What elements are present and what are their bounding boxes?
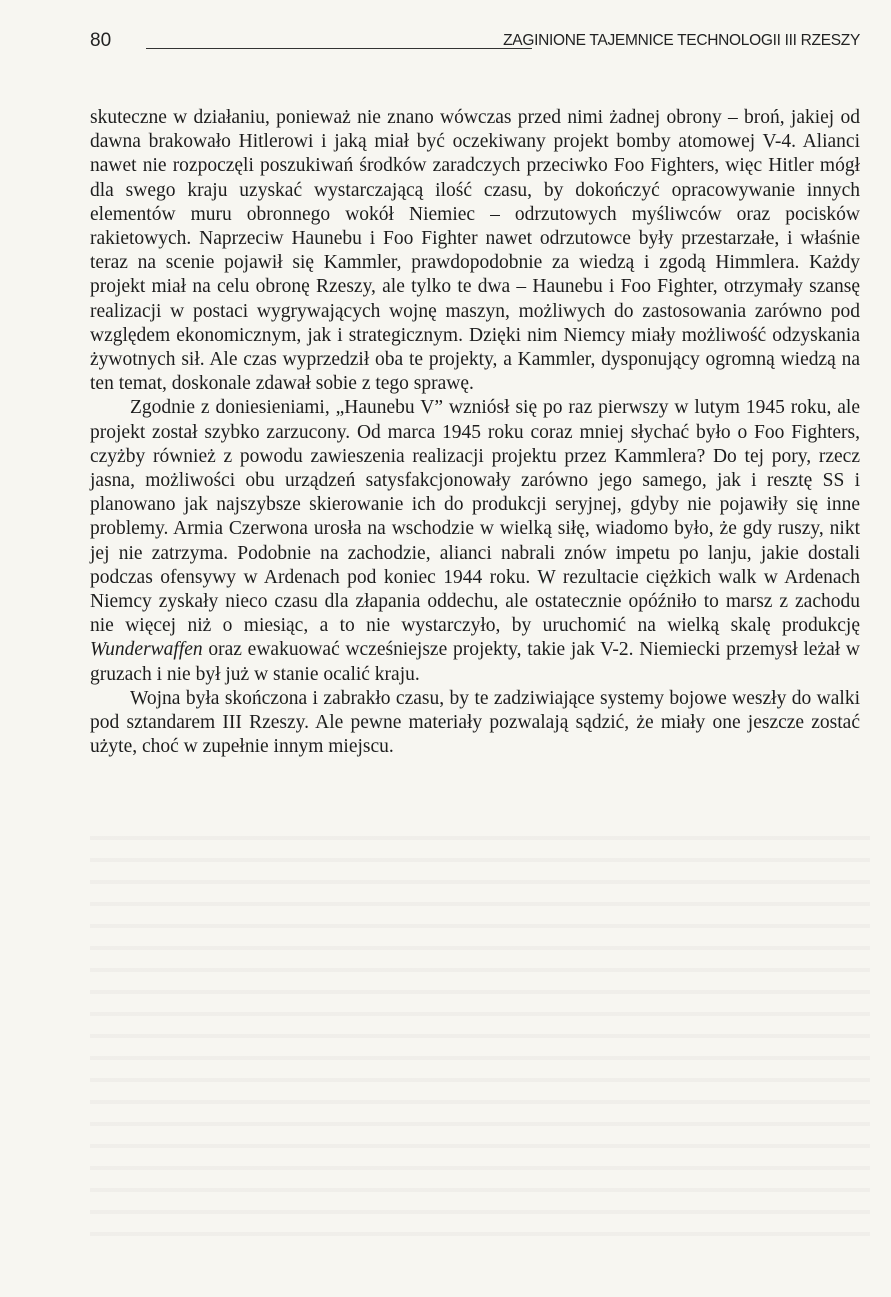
running-title: ZAGINIONE TAJEMNICE TECHNOLOGII III RZESZY	[503, 32, 860, 49]
running-header	[90, 30, 860, 54]
reverse-page-bleed-through	[90, 820, 870, 1240]
paragraph: Zgodnie z doniesieniami, „Haunebu V” wzniósł się po raz pierwszy w lutym 1945 roku, ale projekt został szybko zarzucony. Od marca 1945 roku coraz mniej słychać było o Foo Fighters, czyżby również z powodu zawieszenia realizacji projektu przez Kammlera? Do tej pory, rzecz jasna, możliwości obu urządzeń satysfakcjonowały zarówno jego samego, jak i resztę SS i planowano jak najszybsze skierowanie ich do produkcji seryjnej, gdyby nie pojawiły się inne problemy. Armia Czerwona urosła na wschodzie w wielką siłę, wiadomo było, że gdy ruszy, nikt jej nie zatrzyma. Podobnie na zachodzie, alianci nabrali znów impetu po lanju, jakie dostali podczas ofensywy w Ardenach pod koniec 1944 roku. W rezultacie ciężkich walk w Ardenach Niemcy zyskały nieco czasu dla złapania oddechu, ale ostatecznie opóźniło to marsz z zachodu nie więcej niż o miesiąc, a to nie wystarczyło, by uruchomić na wielką skalę produkcję Wunderwaffen oraz ewakuować wcześniejsze projekty, takie jak V-2. Niemiecki przemysł leżał w gruzach i nie był już w stanie ocalić kraju.	[90, 397, 860, 685]
body-text	[90, 106, 860, 759]
paragraph: skuteczne w działaniu, ponieważ nie znano wówczas przed nimi żadnej obrony – broń, jakiej od dawna brakowało Hitlerowi i jaką miał być oczekiwany projekt bomby atomowej V-4. Alianci nawet nie rozpoczęli poszukiwań środków zaradczych przeciwko Foo Fighters, więc Hitler mógł dla swego kraju uzyskać wystarczającą ilość czasu, by dokończyć opracowywanie innych elementów muru obronnego wokół Niemiec – odrzutowych myśliwców oraz pocisków rakietowych. Naprzeciw Haunebu i Foo Fighter nawet odrzutowce były przestarzałe, i właśnie teraz na scenie pojawił się Kammler, prawdopodobnie za wiedzą i zgodą Himmlera. Każdy projekt miał na celu obronę Rzeszy, ale tylko te dwa – Haunebu i Foo Fighter, otrzymały szansę realizacji w postaci wygrywających wojnę maszyn, możliwych do zastosowania zarówno pod względem ekonomicznym, jak i strategicznym. Dzięki nim Niemcy miały możliwość odzyskania żywotnych sił. Ale czas wyprzedził oba te projekty, a Kammler, dysponujący ogromną wiedzą na ten temat, doskonale zdawał sobie z tego sprawę.	[90, 107, 860, 395]
paragraph: Wojna była skończona i zabrakło czasu, by te zadziwiające systemy bojowe weszły do walki pod sztandarem III Rzeszy. Ale pewne materiały pozwalają sądzić, że miały one jeszcze zostać użyte, choć w zupełnie innym miejscu.	[90, 687, 860, 758]
page-number: 80	[90, 30, 112, 51]
emphasis-term: Wunderwaffen	[90, 639, 203, 661]
header-rule	[146, 48, 532, 49]
